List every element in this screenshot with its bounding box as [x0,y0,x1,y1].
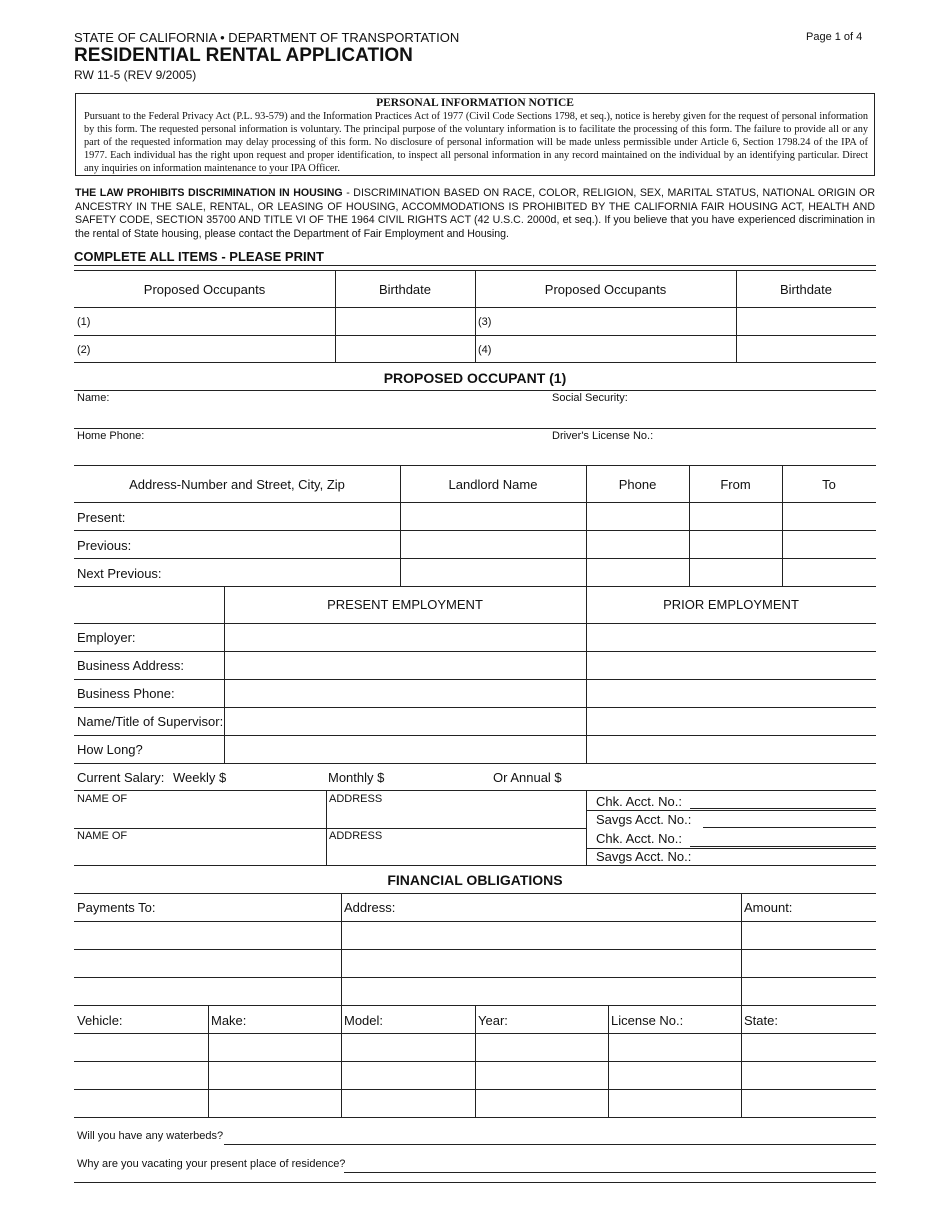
financial-obligations-heading: FINANCIAL OBLIGATIONS [387,872,563,888]
proposed-occupant-heading: PROPOSED OCCUPANT (1) [383,370,567,386]
landlord-name-header: Landlord Name [448,477,538,492]
occupant-row-label: (3) [478,316,492,328]
payments-to-label: Payments To: [77,900,156,915]
birthdate-header: Birthdate [378,282,432,297]
prior-employment-header: PRIOR EMPLOYMENT [663,597,799,612]
next-previous-address-label: Next Previous: [77,566,162,581]
present-address-label: Present: [77,510,126,525]
form-id: RW 11-5 (REV 9/2005) [74,68,197,82]
from-header: From [720,477,751,492]
annual-label: Or Annual $ [493,770,562,785]
make-label: Make: [211,1013,247,1028]
occupant-row-label: (1) [77,316,91,328]
birthdate-header: Birthdate [779,282,833,297]
page-number: Page 1 of 4 [806,31,863,43]
vacating-question: Why are you vacating your present place of residence? [77,1158,346,1170]
to-header: To [822,477,836,492]
vehicle-label: Vehicle: [77,1013,123,1028]
phone-header: Phone [618,477,657,492]
drivers-license-label: Driver's License No.: [552,430,654,442]
business-address-label: Business Address: [77,658,184,673]
discrimination-notice [75,187,875,241]
current-salary-label: Current Salary: [77,770,165,785]
bank-name-label: NAME OF [77,793,128,805]
waterbeds-question: Will you have any waterbeds? [77,1130,224,1142]
social-security-label: Social Security: [552,392,628,404]
present-employment-header: PRESENT EMPLOYMENT [327,597,483,612]
checking-account-label: Chk. Acct. No.: [596,794,682,809]
license-number-label: License No.: [611,1013,684,1028]
savings-account-label: Savgs Acct. No.: [596,849,692,864]
address-header: Address-Number and Street, City, Zip [129,477,345,492]
discrimination-notice-text: - DISCRIMINATION BASED ON RACE, COLOR, RELIGION, SEX, MARITAL STATUS, NATIONAL ORIGIN OR ANCESTRY IN THE SALE, RENTAL, OR LEASING OF HOUSING, ACCOMMODATIONS IS PROHIBITED BY THE CALIFORNIA FAIR HOUSING ACT, HEALTH AND SAFETY CODE, SECTION 35700 AND TITLE VI OF THE 1964 CIVIL RIGHTS ACT (42 U.S.C. 2000d, et seq.). If you believe that you have experienced discrimination in the rental of State housing, please contact the Department of Fair Employment and Housing. [75,187,875,240]
notice-title: PERSONAL INFORMATION NOTICE [376,97,574,109]
home-phone-label: Home Phone: [77,430,145,442]
how-long-label: How Long? [77,742,143,757]
occupant-row-label: (2) [77,344,91,356]
previous-address-label: Previous: [77,538,132,553]
year-label: Year: [478,1013,508,1028]
supervisor-label: Name/Title of Supervisor: [77,714,224,729]
monthly-label: Monthly $ [328,770,385,785]
payment-address-label: Address: [344,900,396,915]
model-label: Model: [344,1013,384,1028]
savings-account-label: Savgs Acct. No.: [596,812,692,827]
notice-body: Pursuant to the Federal Privacy Act (P.L. 93-579) and the Information Practices Act of 1977 (Civil Code Sections 1798, et seq.), notice is hereby given for the request of personal information by this form. The requested personal information is voluntary. The principal purpose of the voluntary information is to facilitate the processing of this form. The failure to provide all or any part of the requested information may delay processing of this form. No disclosure of personal information will be made unless permissible under Article 6, Section 1798.24 of the IPA of 1977. Each individual has the right upon request and proper identification, to inspect all personal information in any record maintained on the individual by an identifying particular. Direct any inquiries on information maintenance to your IPA Officer. [84,111,868,174]
business-phone-label: Business Phone: [77,686,175,701]
vacating-answer-line [74,1182,876,1183]
divider [74,265,876,266]
employer-label: Employer: [77,630,136,645]
name-label: Name: [77,392,110,404]
occupants-header: Proposed Occupants [143,282,266,297]
state-label: State: [744,1013,778,1028]
amount-label: Amount: [744,900,793,915]
agency-line: STATE OF CALIFORNIA • DEPARTMENT OF TRANSPORTATION [74,30,460,45]
form-title: RESIDENTIAL RENTAL APPLICATION [74,45,413,66]
discrimination-notice-heading: THE LAW PROHIBITS DISCRIMINATION IN HOUSING [75,187,343,199]
vacating-answer-line [344,1172,876,1173]
bank-address-label: ADDRESS [329,793,383,805]
occupants-header: Proposed Occupants [544,282,667,297]
checking-account-label: Chk. Acct. No.: [596,831,682,846]
complete-all-items-heading: COMPLETE ALL ITEMS - PLEASE PRINT [74,249,324,264]
bank-name-label: NAME OF [77,830,128,842]
waterbeds-answer-line [224,1144,876,1145]
bank-address-label: ADDRESS [329,830,383,842]
personal-information-notice [75,93,875,176]
occupant-row-label: (4) [478,344,492,356]
weekly-label: Weekly $ [173,770,227,785]
